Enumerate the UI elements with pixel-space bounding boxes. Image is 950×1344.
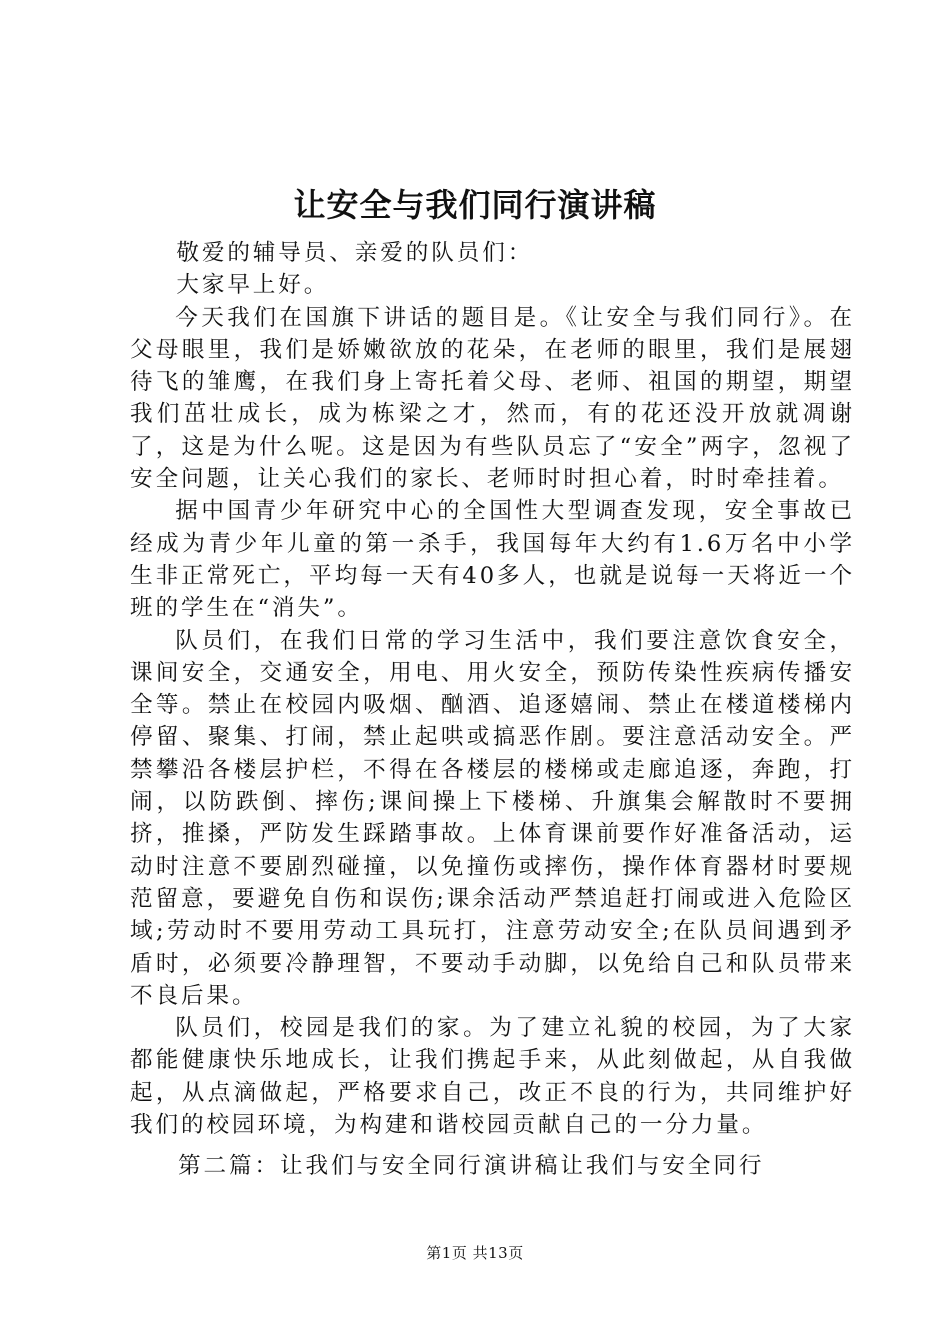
paragraph-closing: 队员们，校园是我们的家。为了建立礼貌的校园，为了大家都能健康快乐地成长，让我们携起手来，从此刻做起，从自我做起，从点滴做起，严格要求自己，改正不良的行为，共同维护好我们的校园环境，为构建和谐校园贡献自己的一分力量。 xyxy=(130,1015,855,1139)
page-footer: 第1页 共13页 xyxy=(426,1244,524,1262)
paragraph-topic: 今天我们在国旗下讲话的题目是。《让安全与我们同行》。在父母眼里，我们是娇嫩欲放的花朵，在老师的眼里，我们是展翅待飞的雏鹰，在我们身上寄托着父母、老师、祖国的期望，期望我们茁壮成长，成为栋梁之才，然而，有的花还没开放就凋谢了，这是为什么呢。这是因为有些队员忘了“安全”两字，忽视了安全问题，让关心我们的家长、老师时时担心着，时时牵挂着。 xyxy=(130,304,855,493)
paragraph-safety-rules: 队员们，在我们日常的学习生活中，我们要注意饮食安全，课间安全，交通安全，用电、用火安全，预防传染性疾病传播安全等。禁止在校园内吸烟、酗酒、追逐嬉闹、禁止在楼道楼梯内停留、聚集、打闹，禁止起哄或搞恶作剧。要注意活动安全。严禁攀沿各楼层护栏，不得在各楼层的楼梯或走廊追逐，奔跑，打闹，以防跌倒、摔伤;课间操上下楼梯、升旗集会解散时不要拥挤，推搡，严防发生踩踏事故。上体育课前要作好准备活动，运动时注意不要剧烈碰撞，以免撞伤或摔伤，操作体育器材时要规范留意，要避免自伤和误伤;课余活动严禁追赶打闹或进入危险区域;劳动时不要用劳动工具玩打，注意劳动安全;在队员间遇到矛盾时，必须要冷静理智，不要动手动脚，以免给自己和队员带来不良后果。 xyxy=(130,627,855,1009)
document-title: 让安全与我们同行演讲稿 xyxy=(293,186,657,224)
paragraph-survey: 据中国青少年研究中心的全国性大型调查发现，安全事故已经成为青少年儿童的第一杀手，我国每年大约有1.6万名中小学生非正常死亡，平均每一天有40多人，也就是说每一天将近一个班的学生在“消失”。 xyxy=(130,498,855,622)
paragraph-greeting: 敬爱的辅导员、亲爱的队员们： xyxy=(176,240,534,266)
document-body xyxy=(130,237,855,1141)
paragraph-good-morning: 大家早上好。 xyxy=(176,272,330,299)
section-2-heading: 第二篇：让我们与安全同行演讲稿让我们与安全同行 xyxy=(178,1153,765,1179)
